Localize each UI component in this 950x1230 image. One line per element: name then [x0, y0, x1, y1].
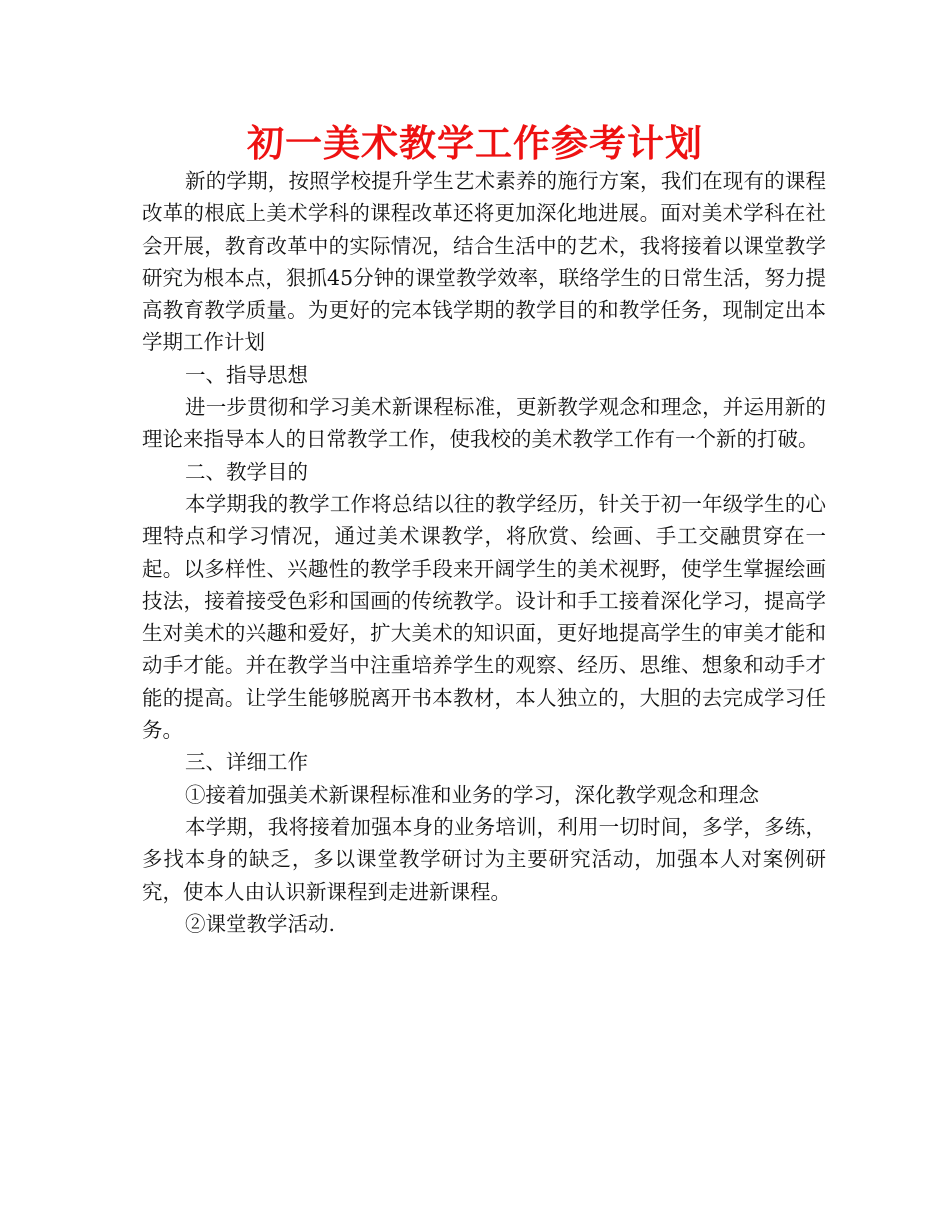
work-item-1-paragraph: 本学期，我将接着加强本身的业务培训，利用一切时间，多学，多练，多找本身的缺乏，多以课堂教学研讨为主要研究活动，加强本人对案例研究，使本人由认识新课程到走进新课程。 — [142, 814, 826, 904]
section-heading-detailed-work: 三、详细工作 — [185, 750, 309, 775]
document-body — [142, 165, 826, 940]
section-heading-teaching-goals: 二、教学目的 — [185, 459, 309, 484]
work-item-1-heading: ①接着加强美术新课程标准和业务的学习，深化教学观念和理念 — [185, 782, 760, 807]
work-item-2-heading: ②课堂教学活动. — [185, 911, 336, 936]
guiding-ideology-paragraph: 进一步贯彻和学习美术新课程标准，更新教学观念和理念，并运用新的理论来指导本人的日常教学工作，使我校的美术教学工作有一个新的打破。 — [142, 395, 826, 452]
intro-paragraph: 新的学期，按照学校提升学生艺术素养的施行方案，我们在现有的课程改革的根底上美术学科的课程改革还将更加深化地进展。面对美术学科在社会开展，教育改革中的实际情况，结合生活中的艺术，我将接着以课堂教学研究为根本点，狠抓45分钟的课堂教学效率，联络学生的日常生活，努力提高教育教学质量。为更好的完本钱学期的教学目的和教学任务，现制定出本学期工作计划 — [142, 169, 826, 355]
document-title: 初一美术教学工作参考计划 — [247, 121, 703, 165]
teaching-goals-paragraph: 本学期我的教学工作将总结以往的教学经历，针关于初一年级学生的心理特点和学习情况，通过美术课教学，将欣赏、绘画、手工交融贯穿在一起。以多样性、兴趣性的教学手段来开阔学生的美术视野，使学生掌握绘画技法，接着接受色彩和国画的传统教学。设计和手工接着深化学习，提高学生对美术的兴趣和爱好，扩大美术的知识面，更好地提高学生的审美才能和动手才能。并在教学当中注重培养学生的观察、经历、思维、想象和动手才能的提高。让学生能够脱离开书本教材，本人独立的，大胆的去完成学习任务。 — [142, 491, 826, 743]
section-heading-guiding-ideology: 一、指导思想 — [185, 362, 309, 387]
